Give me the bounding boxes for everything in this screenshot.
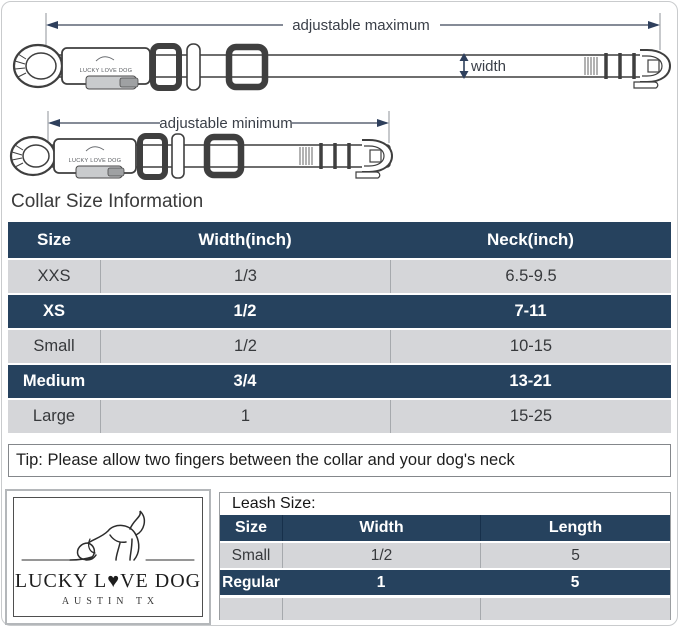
size-cell: Regular: [222, 573, 280, 591]
leash-size-table: [219, 492, 671, 620]
width-label: width: [471, 58, 507, 75]
neck-cell: 15-25: [390, 400, 671, 433]
size-cell: Small: [33, 337, 75, 355]
length-cell: 5: [570, 573, 580, 591]
collar-line-drawing: [0, 0, 679, 192]
brand-logo-inner-frame: [13, 497, 203, 617]
width-cell: 1/2: [282, 543, 480, 568]
neck-cell: 6.5-9.5: [390, 260, 671, 293]
width-cell: 3/4: [233, 372, 257, 390]
brand-location: AUSTIN TX: [61, 596, 160, 607]
size-cell: XXS: [37, 267, 71, 285]
table-row-medium: [8, 365, 671, 398]
leash-header-length: Length: [480, 515, 670, 541]
collar-size-table: [8, 222, 671, 435]
collar-header-size: Size: [36, 230, 72, 249]
size-cell: XS: [42, 302, 65, 320]
width-cell: 1/2: [100, 330, 390, 363]
collar-table-header-row: [8, 222, 671, 258]
length-cell: 5: [480, 543, 670, 568]
leash-row-empty: [220, 598, 670, 620]
arrow-left-icon: [46, 21, 58, 29]
adjustable-minimum-label: adjustable minimum: [159, 115, 293, 132]
neck-cell: 13-21: [509, 372, 552, 390]
leash-header-size: Size: [234, 519, 267, 536]
buckle-brand-text: LUCKY LOVE DOG: [79, 68, 133, 74]
buckle-brand-text: LUCKY LOVE DOG: [68, 158, 122, 164]
table-row-small: [8, 330, 671, 363]
collar-size-heading: Collar Size Information: [11, 191, 204, 212]
brand-name: LUCKY L♥VE DOG: [14, 570, 202, 592]
size-cell: Large: [32, 407, 76, 425]
table-row-xs: [8, 295, 671, 328]
neck-cell: 7-11: [514, 302, 547, 320]
width-cell: 1/3: [100, 260, 390, 293]
width-cell: 1: [100, 400, 390, 433]
empty-cell: [480, 598, 670, 620]
width-cell: 1: [376, 573, 386, 591]
fit-tip-note: Tip: Please allow two fingers between the collar and your dog's neck: [8, 444, 671, 477]
arrow-left-icon: [48, 119, 60, 127]
empty-cell: [220, 598, 282, 620]
leash-row-regular: [220, 570, 670, 595]
arrow-right-icon: [648, 21, 660, 29]
table-row-xxs: [8, 260, 671, 293]
arrow-right-icon: [377, 119, 389, 127]
neck-cell: 10-15: [390, 330, 671, 363]
dog-line-art-icon: [17, 509, 199, 571]
size-cell: Small: [231, 546, 271, 564]
table-row-large: [8, 400, 671, 433]
leash-table-header-row: [220, 515, 670, 541]
width-cell: 1/2: [233, 302, 257, 320]
collar-header-width: Width(inch): [198, 230, 292, 249]
size-cell: Medium: [22, 372, 86, 390]
collar-max-drawing: [14, 44, 670, 90]
leash-row-small: [220, 543, 670, 568]
collar-min-drawing: [11, 134, 392, 178]
brand-logo-box: [5, 489, 211, 625]
collar-header-neck: Neck(inch): [487, 230, 574, 249]
leash-header-width: Width: [282, 515, 480, 541]
adjustable-maximum-label: adjustable maximum: [292, 17, 430, 34]
empty-cell: [282, 598, 480, 620]
collar-diagram-area: [0, 0, 679, 192]
leash-size-heading: Leash Size:: [220, 493, 670, 515]
